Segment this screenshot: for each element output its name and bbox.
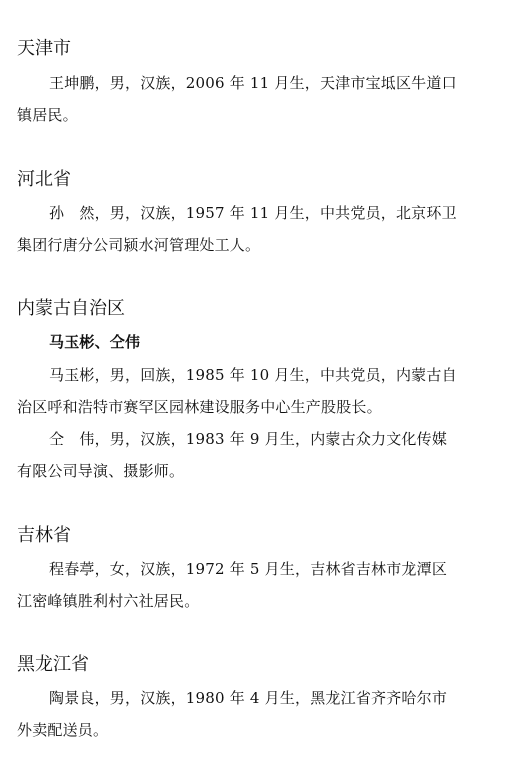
paragraph-line: 程春葶，女，汉族，1972 年 5 月生，吉林省吉林市龙潭区 — [49, 560, 448, 578]
section-heading-inner-mongolia: 内蒙古自治区 — [17, 298, 125, 319]
section-heading-jilin: 吉林省 — [17, 525, 71, 546]
paragraph-line: 王坤鹏，男，汉族，2006 年 11 月生，天津市宝坻区牛道口 — [49, 74, 457, 92]
paragraph-line: 陶景良，男，汉族，1980 年 4 月生，黑龙江省齐齐哈尔市 — [49, 689, 448, 707]
paragraph-line: 有限公司导演、摄影师。 — [17, 462, 185, 480]
paragraph-line: 治区呼和浩特市赛罕区园林建设服务中心生产股股长。 — [17, 398, 382, 416]
group-subheading: 马玉彬、仝伟 — [49, 333, 141, 351]
section-heading-tianjin: 天津市 — [17, 38, 71, 59]
section-heading-heilongjiang: 黑龙江省 — [17, 654, 89, 675]
paragraph-line: 外卖配送员。 — [17, 721, 109, 739]
paragraph-line: 江密峰镇胜利村六社居民。 — [17, 592, 200, 610]
paragraph-line: 孙 然，男，汉族，1957 年 11 月生，中共党员，北京环卫 — [49, 204, 457, 222]
paragraph-line: 仝 伟，男，汉族，1983 年 9 月生，内蒙古众力文化传媒 — [49, 430, 448, 448]
paragraph-line: 马玉彬，男，回族，1985 年 10 月生，中共党员，内蒙古自 — [49, 366, 457, 384]
paragraph-line: 集团行唐分公司颍水河管理处工人。 — [17, 236, 261, 254]
section-heading-hebei: 河北省 — [17, 169, 71, 190]
paragraph-line: 镇居民。 — [17, 106, 78, 124]
